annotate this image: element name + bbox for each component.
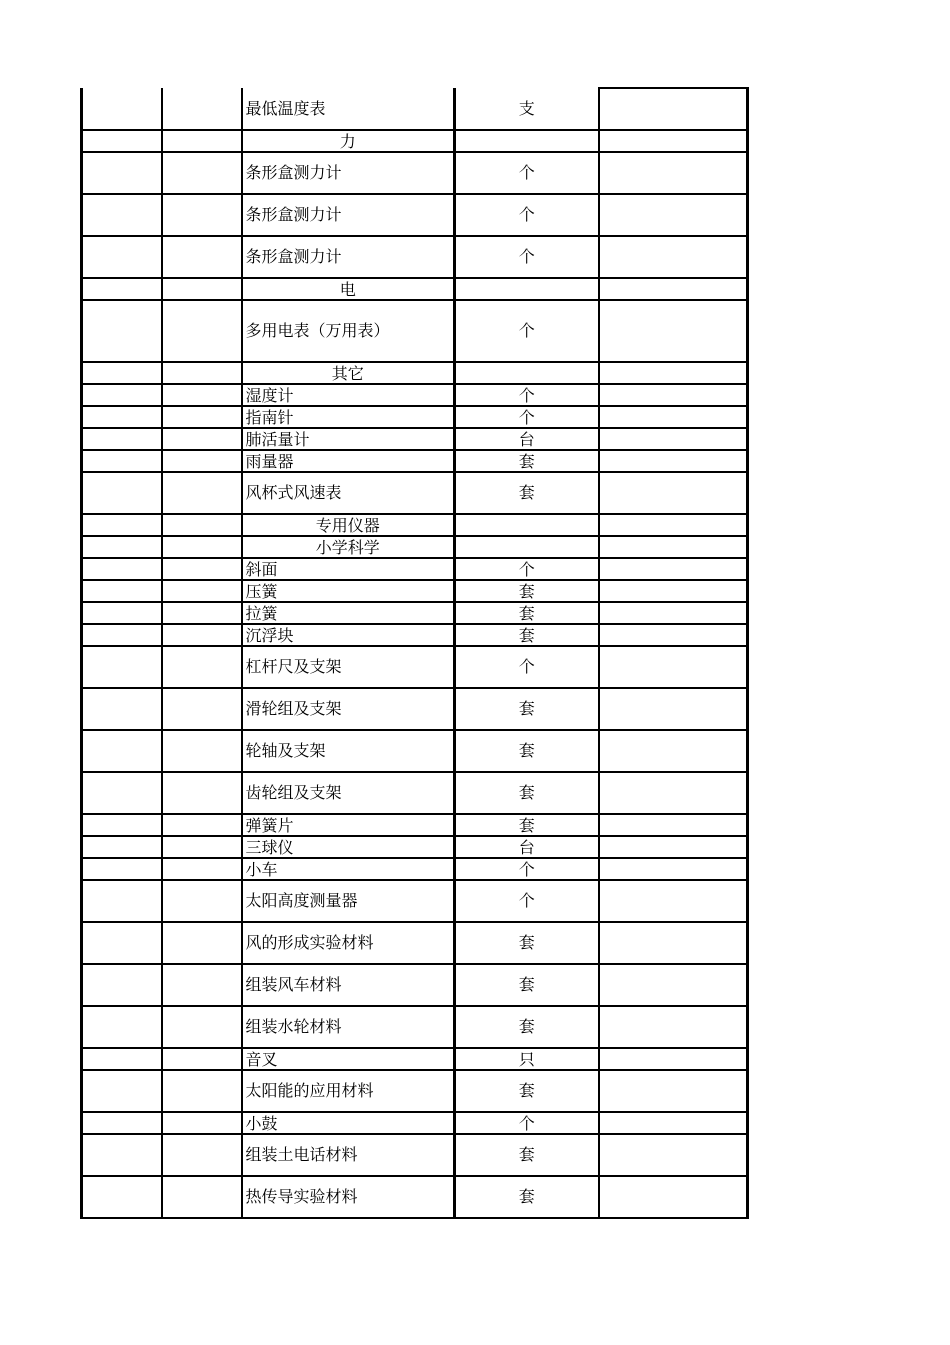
code-cell[interactable] bbox=[162, 624, 242, 646]
unit-cell[interactable] bbox=[455, 278, 599, 300]
code-cell[interactable] bbox=[162, 922, 242, 964]
code-cell[interactable] bbox=[162, 858, 242, 880]
code-cell[interactable] bbox=[162, 730, 242, 772]
remark-cell[interactable] bbox=[599, 194, 748, 236]
code-cell[interactable] bbox=[162, 278, 242, 300]
code-cell[interactable] bbox=[162, 1134, 242, 1176]
name-cell[interactable]: 拉簧 bbox=[242, 602, 455, 624]
name-cell[interactable]: 三球仪 bbox=[242, 836, 455, 858]
table-row bbox=[82, 646, 748, 688]
index-cell[interactable] bbox=[82, 1048, 162, 1070]
code-cell[interactable] bbox=[162, 472, 242, 514]
unit-cell[interactable]: 套 bbox=[455, 1134, 599, 1176]
table-row bbox=[82, 1006, 748, 1048]
index-cell[interactable] bbox=[82, 814, 162, 836]
index-cell[interactable] bbox=[82, 646, 162, 688]
index-cell[interactable] bbox=[82, 880, 162, 922]
name-cell[interactable]: 小学科学 bbox=[242, 536, 455, 558]
code-cell[interactable] bbox=[162, 580, 242, 602]
remark-cell[interactable] bbox=[599, 428, 748, 450]
name-cell[interactable]: 斜面 bbox=[242, 558, 455, 580]
name-cell[interactable]: 风的形成实验材料 bbox=[242, 922, 455, 964]
unit-cell[interactable]: 套 bbox=[455, 1006, 599, 1048]
table-row bbox=[82, 194, 748, 236]
index-cell[interactable] bbox=[82, 536, 162, 558]
index-cell[interactable] bbox=[82, 130, 162, 152]
code-cell[interactable] bbox=[162, 236, 242, 278]
table-row bbox=[82, 836, 748, 858]
unit-cell[interactable]: 套 bbox=[455, 580, 599, 602]
index-cell[interactable] bbox=[82, 236, 162, 278]
unit-cell[interactable]: 个 bbox=[455, 300, 599, 362]
table-row bbox=[82, 236, 748, 278]
table-row bbox=[82, 624, 748, 646]
name-cell[interactable]: 轮轴及支架 bbox=[242, 730, 455, 772]
unit-cell[interactable] bbox=[455, 130, 599, 152]
unit-cell[interactable]: 套 bbox=[455, 602, 599, 624]
unit-cell[interactable]: 个 bbox=[455, 1112, 599, 1134]
unit-cell[interactable]: 个 bbox=[455, 558, 599, 580]
remark-cell[interactable] bbox=[599, 472, 748, 514]
unit-cell[interactable]: 台 bbox=[455, 836, 599, 858]
unit-cell[interactable] bbox=[455, 514, 599, 536]
code-cell[interactable] bbox=[162, 362, 242, 384]
unit-cell[interactable]: 个 bbox=[455, 880, 599, 922]
code-cell[interactable] bbox=[162, 428, 242, 450]
index-cell[interactable] bbox=[82, 514, 162, 536]
table-row bbox=[82, 602, 748, 624]
remark-cell[interactable] bbox=[599, 688, 748, 730]
table-row bbox=[82, 580, 748, 602]
name-cell[interactable]: 齿轮组及支架 bbox=[242, 772, 455, 814]
name-cell[interactable]: 沉浮块 bbox=[242, 624, 455, 646]
name-cell[interactable]: 专用仪器 bbox=[242, 514, 455, 536]
unit-cell[interactable]: 个 bbox=[455, 646, 599, 688]
index-cell[interactable] bbox=[82, 194, 162, 236]
remark-cell[interactable] bbox=[599, 880, 748, 922]
index-cell[interactable] bbox=[82, 922, 162, 964]
code-cell[interactable] bbox=[162, 88, 242, 130]
index-cell[interactable] bbox=[82, 1112, 162, 1134]
table-row bbox=[82, 730, 748, 772]
unit-cell[interactable]: 个 bbox=[455, 406, 599, 428]
table-row bbox=[82, 384, 748, 406]
table-row bbox=[82, 300, 748, 362]
table-row bbox=[82, 536, 748, 558]
code-cell[interactable] bbox=[162, 300, 242, 362]
table-row bbox=[82, 1112, 748, 1134]
remark-cell[interactable] bbox=[599, 406, 748, 428]
index-cell[interactable] bbox=[82, 428, 162, 450]
remark-cell[interactable] bbox=[599, 836, 748, 858]
code-cell[interactable] bbox=[162, 406, 242, 428]
remark-cell[interactable] bbox=[599, 1070, 748, 1112]
unit-cell[interactable]: 只 bbox=[455, 1048, 599, 1070]
name-cell[interactable]: 指南针 bbox=[242, 406, 455, 428]
name-cell[interactable]: 肺活量计 bbox=[242, 428, 455, 450]
name-cell[interactable]: 其它 bbox=[242, 362, 455, 384]
remark-cell[interactable] bbox=[599, 858, 748, 880]
code-cell[interactable] bbox=[162, 1048, 242, 1070]
table-row bbox=[82, 814, 748, 836]
remark-cell[interactable] bbox=[599, 922, 748, 964]
table-row bbox=[82, 450, 748, 472]
table-row bbox=[82, 558, 748, 580]
remark-cell[interactable] bbox=[599, 580, 748, 602]
code-cell[interactable] bbox=[162, 772, 242, 814]
index-cell[interactable] bbox=[82, 472, 162, 514]
code-cell[interactable] bbox=[162, 602, 242, 624]
unit-cell[interactable]: 套 bbox=[455, 450, 599, 472]
index-cell[interactable] bbox=[82, 730, 162, 772]
remark-cell[interactable] bbox=[599, 1048, 748, 1070]
unit-cell[interactable] bbox=[455, 536, 599, 558]
code-cell[interactable] bbox=[162, 1112, 242, 1134]
name-cell[interactable]: 滑轮组及支架 bbox=[242, 688, 455, 730]
unit-cell[interactable]: 套 bbox=[455, 1070, 599, 1112]
name-cell[interactable]: 太阳高度测量器 bbox=[242, 880, 455, 922]
index-cell[interactable] bbox=[82, 1134, 162, 1176]
equipment-table bbox=[80, 87, 749, 1219]
remark-cell[interactable] bbox=[599, 130, 748, 152]
name-cell[interactable]: 条形盒测力计 bbox=[242, 236, 455, 278]
remark-cell[interactable] bbox=[599, 814, 748, 836]
remark-cell[interactable] bbox=[599, 88, 748, 130]
remark-cell[interactable] bbox=[599, 624, 748, 646]
name-cell[interactable]: 太阳能的应用材料 bbox=[242, 1070, 455, 1112]
name-cell[interactable]: 最低温度表 bbox=[242, 88, 455, 130]
name-cell[interactable]: 弹簧片 bbox=[242, 814, 455, 836]
code-cell[interactable] bbox=[162, 1070, 242, 1112]
table-row bbox=[82, 772, 748, 814]
remark-cell[interactable] bbox=[599, 1112, 748, 1134]
unit-cell[interactable]: 套 bbox=[455, 624, 599, 646]
name-cell[interactable]: 组装土电话材料 bbox=[242, 1134, 455, 1176]
index-cell[interactable] bbox=[82, 772, 162, 814]
index-cell[interactable] bbox=[82, 1070, 162, 1112]
name-cell[interactable]: 热传导实验材料 bbox=[242, 1176, 455, 1218]
remark-cell[interactable] bbox=[599, 1006, 748, 1048]
remark-cell[interactable] bbox=[599, 1134, 748, 1176]
unit-cell[interactable]: 台 bbox=[455, 428, 599, 450]
code-cell[interactable] bbox=[162, 880, 242, 922]
unit-cell[interactable]: 套 bbox=[455, 964, 599, 1006]
code-cell[interactable] bbox=[162, 514, 242, 536]
index-cell[interactable] bbox=[82, 384, 162, 406]
index-cell[interactable] bbox=[82, 300, 162, 362]
unit-cell[interactable]: 套 bbox=[455, 922, 599, 964]
table-row bbox=[82, 1048, 748, 1070]
table-row bbox=[82, 130, 748, 152]
code-cell[interactable] bbox=[162, 152, 242, 194]
index-cell[interactable] bbox=[82, 624, 162, 646]
code-cell[interactable] bbox=[162, 646, 242, 688]
name-cell[interactable]: 组装风车材料 bbox=[242, 964, 455, 1006]
index-cell[interactable] bbox=[82, 278, 162, 300]
table-row bbox=[82, 514, 748, 536]
code-cell[interactable] bbox=[162, 1176, 242, 1218]
remark-cell[interactable] bbox=[599, 730, 748, 772]
name-cell[interactable]: 小车 bbox=[242, 858, 455, 880]
table-row bbox=[82, 880, 748, 922]
remark-cell[interactable] bbox=[599, 772, 748, 814]
code-cell[interactable] bbox=[162, 536, 242, 558]
remark-cell[interactable] bbox=[599, 646, 748, 688]
code-cell[interactable] bbox=[162, 814, 242, 836]
unit-cell[interactable]: 个 bbox=[455, 152, 599, 194]
name-cell[interactable]: 力 bbox=[242, 130, 455, 152]
index-cell[interactable] bbox=[82, 580, 162, 602]
name-cell[interactable]: 杠杆尺及支架 bbox=[242, 646, 455, 688]
code-cell[interactable] bbox=[162, 964, 242, 1006]
remark-cell[interactable] bbox=[599, 1176, 748, 1218]
remark-cell[interactable] bbox=[599, 362, 748, 384]
unit-cell[interactable]: 套 bbox=[455, 814, 599, 836]
table-row bbox=[82, 278, 748, 300]
code-cell[interactable] bbox=[162, 384, 242, 406]
code-cell[interactable] bbox=[162, 558, 242, 580]
index-cell[interactable] bbox=[82, 88, 162, 130]
name-cell[interactable]: 条形盒测力计 bbox=[242, 194, 455, 236]
table-row bbox=[82, 964, 748, 1006]
remark-cell[interactable] bbox=[599, 536, 748, 558]
remark-cell[interactable] bbox=[599, 236, 748, 278]
code-cell[interactable] bbox=[162, 450, 242, 472]
remark-cell[interactable] bbox=[599, 964, 748, 1006]
remark-cell[interactable] bbox=[599, 558, 748, 580]
name-cell[interactable]: 音叉 bbox=[242, 1048, 455, 1070]
index-cell[interactable] bbox=[82, 1006, 162, 1048]
index-cell[interactable] bbox=[82, 602, 162, 624]
index-cell[interactable] bbox=[82, 558, 162, 580]
table-row bbox=[82, 688, 748, 730]
name-cell[interactable]: 小鼓 bbox=[242, 1112, 455, 1134]
name-cell[interactable]: 组装水轮材料 bbox=[242, 1006, 455, 1048]
table-row bbox=[82, 152, 748, 194]
unit-cell[interactable]: 套 bbox=[455, 730, 599, 772]
table-body bbox=[82, 88, 748, 1218]
unit-cell[interactable] bbox=[455, 362, 599, 384]
table-row bbox=[82, 1134, 748, 1176]
index-cell[interactable] bbox=[82, 836, 162, 858]
index-cell[interactable] bbox=[82, 688, 162, 730]
name-cell[interactable]: 风杯式风速表 bbox=[242, 472, 455, 514]
code-cell[interactable] bbox=[162, 836, 242, 858]
remark-cell[interactable] bbox=[599, 278, 748, 300]
index-cell[interactable] bbox=[82, 152, 162, 194]
unit-cell[interactable]: 个 bbox=[455, 858, 599, 880]
remark-cell[interactable] bbox=[599, 300, 748, 362]
unit-cell[interactable]: 套 bbox=[455, 472, 599, 514]
unit-cell[interactable]: 套 bbox=[455, 688, 599, 730]
name-cell[interactable]: 电 bbox=[242, 278, 455, 300]
name-cell[interactable]: 湿度计 bbox=[242, 384, 455, 406]
unit-cell[interactable]: 支 bbox=[455, 88, 599, 130]
index-cell[interactable] bbox=[82, 406, 162, 428]
code-cell[interactable] bbox=[162, 1006, 242, 1048]
remark-cell[interactable] bbox=[599, 384, 748, 406]
index-cell[interactable] bbox=[82, 362, 162, 384]
remark-cell[interactable] bbox=[599, 450, 748, 472]
index-cell[interactable] bbox=[82, 450, 162, 472]
table-row bbox=[82, 472, 748, 514]
name-cell[interactable]: 条形盒测力计 bbox=[242, 152, 455, 194]
table-row bbox=[82, 1176, 748, 1218]
table-row bbox=[82, 406, 748, 428]
table-row bbox=[82, 1070, 748, 1112]
name-cell[interactable]: 多用电表（万用表） bbox=[242, 300, 455, 362]
unit-cell[interactable]: 个 bbox=[455, 236, 599, 278]
code-cell[interactable] bbox=[162, 688, 242, 730]
table-row bbox=[82, 922, 748, 964]
remark-cell[interactable] bbox=[599, 514, 748, 536]
table-row bbox=[82, 362, 748, 384]
index-cell[interactable] bbox=[82, 1176, 162, 1218]
remark-cell[interactable] bbox=[599, 602, 748, 624]
table-row bbox=[82, 88, 748, 130]
index-cell[interactable] bbox=[82, 858, 162, 880]
unit-cell[interactable]: 个 bbox=[455, 384, 599, 406]
name-cell[interactable]: 雨量器 bbox=[242, 450, 455, 472]
index-cell[interactable] bbox=[82, 964, 162, 1006]
table-row bbox=[82, 858, 748, 880]
remark-cell[interactable] bbox=[599, 152, 748, 194]
code-cell[interactable] bbox=[162, 194, 242, 236]
unit-cell[interactable]: 套 bbox=[455, 1176, 599, 1218]
unit-cell[interactable]: 个 bbox=[455, 194, 599, 236]
name-cell[interactable]: 压簧 bbox=[242, 580, 455, 602]
equipment-sheet bbox=[80, 87, 746, 1219]
code-cell[interactable] bbox=[162, 130, 242, 152]
unit-cell[interactable]: 套 bbox=[455, 772, 599, 814]
table-row bbox=[82, 428, 748, 450]
